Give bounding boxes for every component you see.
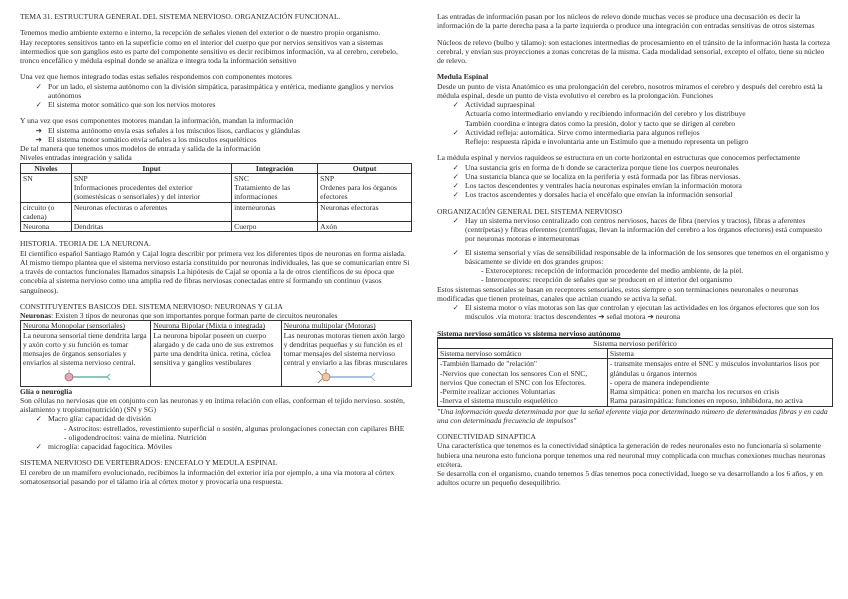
check-icon: ✓ (452, 181, 459, 190)
table-cell: Neuronas efectoras o aferentes (71, 202, 231, 222)
neuron-type-desc: La neurona sensorial tiene dendrita larga y axón corto y su función es tomar mensajes de órganos sensoriales y enviarlos al sistema nervioso central. (23, 330, 147, 368)
medula-structure-text: La médula espinal y nervios raquídeos se estructura en un corte horizontal en estructuras que conocemos perfectamente (437, 153, 801, 163)
organization-text: Estos sistemas sensoriales se basan en receptores sensoriales, estos siempre o son terminaciones neuronales o neuronas modificadas que tienen proteínas, canales que actúan cuando se activa la señal. (437, 284, 799, 303)
multipolar-neuron-illustration (284, 368, 409, 386)
organization-title: ORGANIZACIÓN GENERAL DEL SISTEMA NERVIOSO (437, 206, 623, 216)
neuron-type-cell (151, 321, 281, 386)
table-header: Input (71, 163, 231, 173)
models-text: De tal manera que tenemos unos modelos de entrada y salida de la información (20, 144, 261, 153)
nervous-systems-title: Sistema nervioso somático vs sistema nervioso autónomo (437, 328, 621, 338)
table-header: Integración (232, 163, 318, 173)
connectivity-text-2: Se desarrolla con el organismo, cuando tenemos 5 días tenemos poca conectividad, luego se va desarrollando a los 6 años, y en adultos ocurre un pequeño desequilibrio. (437, 469, 823, 488)
check-icon: ✓ (452, 303, 459, 312)
nervous-systems-table (437, 338, 833, 407)
neuron-type-name: Neurona multipolar (Motoras) (283, 321, 376, 331)
neuron-type-cell (21, 321, 151, 386)
medula-title: Medula Espinal (437, 72, 489, 82)
document-title: TEMA 31. ESTRUCTURA GENERAL DEL SISTEMA NERVIOSO. ORGANIZACIÓN FUNCIONAL. (20, 12, 341, 21)
neuron-type-name: Neurona Monopolar (sensoriales) (23, 321, 126, 331)
list-item: ✓ El sistema motor o vías motoras son las que controlan y ejecutan las actividades en los órganos efectores que son los músculos .vía motora: tractos descendentes ➔ señal motora ➔ neurona (437, 303, 833, 322)
table-cell: Axón (318, 222, 412, 232)
arrow-icon: ➔ (35, 134, 42, 144)
sensor-sub-item: - Exteroceptores: recepción de información procedente del medio ambiente, de la piel. (481, 266, 744, 275)
relay-nuclei-paragraph: Núcleos de relevo (bulbo y tálamo): son estaciones intermedias de procesamiento en el tránsito de la información hasta la corteza cerebral, y envían sus proyecciones a zonas concretas de la misma. Cada modalidad sensorial, excepto el olfato, tiene su núcleo de relevo. (437, 37, 830, 65)
function-sub-item: Actuaría como intermediario enviando y recibiendo información del cerebro y los distribuye (465, 109, 746, 119)
check-icon: ✓ (35, 414, 42, 424)
neurons-label: Neuronas (20, 311, 52, 320)
constituents-title: CONSTITUYENTES BASICOS DEL SISTEMA NERVIOSO: NEURONAS Y GLIA (20, 301, 283, 311)
check-icon: ✓ (452, 162, 459, 172)
table-row (21, 222, 412, 232)
neurons-intro: Neuronas: Existen 3 tipos de neuronas que son importantes porque forman parte de circuitos neuronales (20, 311, 338, 320)
sensor-sub-item: - Interoceptores: recepción de señales que se producen en el interior del organismo (481, 275, 733, 285)
table-row (438, 359, 833, 406)
table-header: Sistema nervioso periférico (438, 338, 833, 348)
neuron-type-desc: La neurona bipolar poseen un cuerpo alargado y de cada uno de sus extremos parte una dendrita única. retina, cóclea sensitiva y ganglios vestibulares (153, 330, 274, 368)
check-icon: ✓ (452, 190, 459, 200)
table-cell: -También llamado de "relación" -Nervios que conectan los sensores Con el SNC, nervios Que conectan el SNC con los Efectores. -Permite realizar acciones Voluntarias -Inerva el sistema musculo esquelético (438, 359, 608, 406)
neuron-type-desc: Las neuronas motoras tienen axón largo y dendritas pequeñas y su función es el tomar mensajes del sistema nervioso central y enviarlo a las fibras musculares (283, 330, 408, 368)
list-item: ➔ El sistema autónomo envía esas señales a los músculos lisos, cardiacos y glándulas (20, 126, 412, 135)
intro-paragraph-2: Hay receptores sensitivos tanto en la superficie como en el interior del cuerpo que por nervios sensitivos van a sistemas intermedios que son ganglios esto es parte del componente sensitivo es decir recibimos información, va al cerebro, cerebelo, tronco encefálico y médula espinal donde se analiza e integra toda la información sensitivo (20, 37, 398, 65)
arrow-icon: ➔ (35, 125, 42, 135)
table-header: Sistema nervioso somático (438, 349, 608, 359)
vertebrates-title: SISTEMA NERVIOSO DE VERTEBRADOS: ENCEFALO Y MEDULA ESPINAL (20, 458, 278, 468)
table-cell: interneuronas (232, 202, 318, 222)
neuron-types-table (20, 320, 412, 386)
neuron-type-cell (281, 321, 411, 386)
table-cell: Neurona (21, 222, 72, 232)
list-item: ✓ El sistema motor somático que son los nervios motores (20, 100, 412, 109)
check-icon: ✓ (35, 81, 42, 91)
function-sub-item: Reflejo: respuesta rápida e involuntaria ante un Estímulo que a menudo representa un peligro (465, 137, 749, 146)
list-item: ✓ microglía: capacidad fagocítica. Móviles (20, 442, 412, 451)
connectivity-text: Una característica que tenemos es la conectividad sináptica la generación de redes neuronales esto no funcionaría si solamente hubiera una neurona esto funciona porque tenemos una red neuronal muy complicada con muchas conexiones muchas neuronas etcétera. (437, 441, 826, 469)
table-cell: - transmite mensajes entre el SNC y músculos involuntarios lisos por glándulas u órganos internos - opera de manera independiente Rama simpática: ponen en marcha los recursos en crisis Rama parasimpática: funciones en reposo, inhibidora, no activa (607, 359, 832, 406)
table-header-row (438, 349, 833, 359)
check-icon: ✓ (452, 247, 459, 257)
check-icon: ✓ (452, 100, 459, 109)
list-item: ✓ Actividad supraespinal (437, 100, 833, 109)
list-item: ✓ Una sustancia blanca que se localiza en la periferia y está formada por las fibras nerviosas. (437, 172, 833, 181)
table-header: Output (318, 163, 412, 173)
vertebrates-text: El cerebro de un mamífero evolucionado, recibimos la información del exterior iría por ejemplo, a una vía motora al córtex somatosensorial pasando por el tálamo iría al córtex motor y provocaría una respuesta. (20, 467, 395, 486)
table-row (21, 321, 412, 386)
table-header-row (21, 163, 412, 173)
check-icon: ✓ (452, 171, 459, 181)
relay-paragraph: Las entradas de información pasan por los núcleos de relevo donde muchas veces se produce una decusación es decir la información de la parte derecha pasa a la parte izquierda o produce una integración con entradas sensitivas de otros sistemas (437, 12, 815, 31)
glia-title: Glía o neuroglia (20, 386, 73, 396)
medula-text: Desde un punto de vista Anatómico es una prolongación del cerebro, nosotros miramos el cerebro y después del cerebro está la médula espinal, desde un punto de vista evolutivo el cerebro es la prolongación. Funciones (437, 81, 823, 100)
list-item: ✓ Actividad refleja: automática. Sirve como intermediaria para algunos reflejos (437, 128, 833, 137)
table-cell: SNC Tratamiento de las informaciones (232, 173, 318, 202)
quote-text: "Una información queda determinada por que la señal eferente viaja por determinado número de determinadas fibras y en cada una con determinada frecuencia de impulsos" (437, 406, 828, 425)
function-sub-item: También coordina e integra datos como la presión, dolor y tacto que se dirigen al cerebro (465, 118, 736, 128)
list-item: ✓ Una sustancia gris en forma de h donde se caracteriza porque tiene los cuerpos neuronales (437, 163, 833, 172)
table-cell: Cuerpo (232, 222, 318, 232)
table-cell: SNP Informaciones procedentes del exterior (somestésicas o sensoriales) y del interior (71, 173, 231, 202)
list-item: ✓ Los tactos descendentes y ventrales hacia neuronas espinales envían la información motora (437, 181, 833, 190)
history-text: El científico español Santiago Ramón y Cajal logra describir por primera vez los diferentes tipos de neuronas en forma aislada. Al mismo tiempo plantea que el sistema nervioso estaría constituido por neuronas individuales, las que se comunicarían entre Si a través de contactos funcionales llamados sinapsis La hipótesis de Cajal se oponía a la de otros científicos de su época que concebía al sistema nervioso como una amplia red de fibras nerviosas conectadas entre sí formando un continuo (vasos sanguíneos). (20, 248, 410, 295)
table-cell: Dendritas (71, 222, 231, 232)
table-cell: SNP Ordenes para los órganos efectores (318, 173, 412, 202)
motor-intro: Una vez que hemos integrado todas estas señales respondemos con componentes motores (20, 72, 292, 82)
glia-text: Son células no nerviosas que en conjunto con las neuronas y en íntima relación con ellas, conforman el tejido nervioso. sostén, aislamiento y tropismo(nutrición) (SN y SG) (20, 395, 405, 414)
table-cell: circuito (o cadena) (21, 202, 72, 222)
check-icon: ✓ (35, 442, 42, 451)
list-item: ✓ Los tractos ascendentes y dorsales hacia el encéfalo que envían la información sensorial (437, 190, 833, 199)
check-icon: ✓ (35, 100, 42, 109)
left-column (20, 12, 412, 486)
glia-sub-item: - Astrocitos: estrellados, revestimiento superficial o sostén, algunas prolongaciones conectan con capilares BHE (64, 423, 405, 433)
neuron-type-name: Neurona Bipolar (Mixta o integrada) (153, 321, 266, 331)
table-row (21, 202, 412, 222)
intro-paragraph-1: Tenemos medio ambiente externo e interno, la recepción de señales vienen del exterior o de nuestro propio organismo. (20, 28, 381, 38)
list-item: ✓ El sistema sensorial y vías de sensibilidad responsable de la información de los sensores que tenemos en el organismo y básicamente se divide en dos grandes grupos: (437, 248, 833, 267)
list-item: ✓ Por un lado, el sistema autónomo con la división simpática, parasimpática y entérica, mediante ganglios y nervios autónomos (20, 82, 412, 101)
table-header: Sistema (607, 349, 832, 359)
connectivity-title: CONECTIVIDAD SINAPTICA (437, 432, 536, 441)
check-icon: ✓ (452, 127, 459, 137)
table-cell: SN (21, 173, 72, 202)
table-header-row (438, 338, 833, 348)
levels-text: Niveles entradas integración y salida (20, 153, 132, 163)
list-item: ➔ El sistema motor somático envía señales a los músculos esqueléticos (20, 135, 412, 144)
list-item: ✓ Macro glía: capacidad de división (20, 414, 412, 423)
monopolar-neuron-illustration (23, 368, 148, 386)
table-cell: Neuronas efectoras (318, 202, 412, 222)
send-intro: Y una vez que esos componentes motores mandan la información, mandan la información (20, 116, 294, 126)
table-row (21, 173, 412, 202)
levels-table (20, 163, 412, 233)
list-item: ✓ Hay un sistema nervioso centralizado con centros nerviosos, haces de fibra (nervios y tractos), fibras a aferentes (centrípetas) y fibras eferentes (centrífugas, llevan la información del cerebro a los órganos efectores) está compuesto por neuronas motoras e interneuronas (437, 216, 833, 244)
history-title: HISTORIA. TEORIA DE LA NEURONA. (20, 239, 151, 249)
check-icon: ✓ (452, 215, 459, 225)
table-header: Niveles (21, 163, 72, 173)
glia-sub-item: - oligodendrocitos: vaina de mielina. Nutrición (64, 432, 207, 442)
right-column (437, 12, 833, 488)
